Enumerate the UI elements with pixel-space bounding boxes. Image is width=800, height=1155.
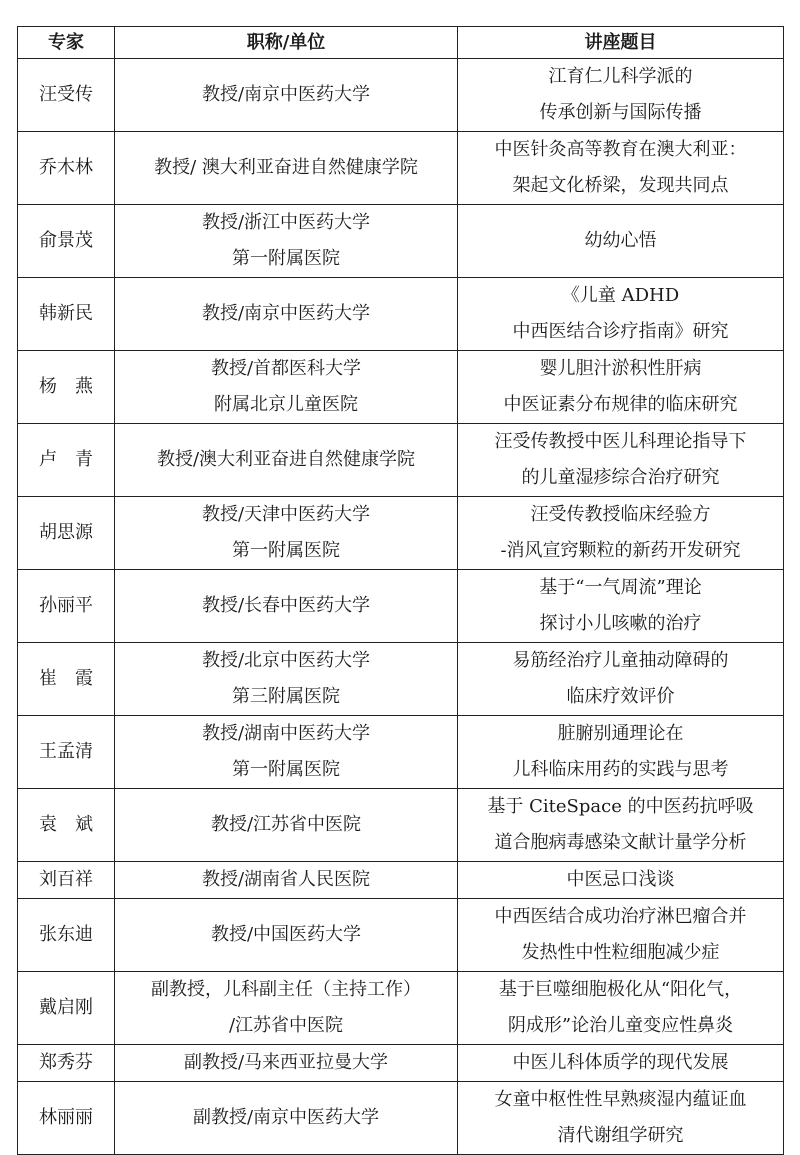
- lecture-topic-line: 中医证素分布规律的临床研究: [503, 394, 738, 415]
- title-unit-line: 教授/湖南省人民医院: [201, 869, 371, 890]
- title-unit-line: 副教授/马来西亚拉曼大学: [183, 1052, 389, 1073]
- lecture-topic-line: 发热性中性粒细胞减少症: [521, 942, 720, 963]
- table-row: [18, 716, 784, 789]
- expert-name: 乔木林: [18, 132, 115, 205]
- title-unit-line: 教授/北京中医药大学: [201, 650, 371, 671]
- lecture-topic-line: 中医忌口浅谈: [566, 869, 675, 890]
- table-row: [18, 1045, 784, 1082]
- expert-name: 林丽丽: [18, 1082, 115, 1155]
- table-row: [18, 205, 784, 278]
- lecture-topic-line: 阴成形”论治儿童变应性鼻炎: [507, 1015, 734, 1036]
- title-unit-line: 副教授，儿科副主任（主持工作）: [151, 979, 421, 1000]
- lecture-topic-line: 汪受传教授临床经验方: [530, 504, 711, 525]
- header-topic: 讲座题目: [458, 27, 784, 59]
- lecture-topic-line: 的儿童湿疹综合治疗研究: [521, 467, 720, 488]
- lecture-topic-cell: [458, 899, 784, 972]
- lecture-topic-line: 传承创新与国际传播: [539, 102, 702, 123]
- lecture-topic-line: 基于巨噬细胞极化从“阳化气，: [498, 979, 743, 1000]
- title-unit-line: 教授/江苏省中医院: [210, 814, 362, 835]
- lecture-topic-line: 架起文化桥梁，发现共同点: [512, 175, 729, 196]
- lecture-topic-line: 汪受传教授中医儿科理论指导下: [494, 431, 747, 452]
- lecture-topic-line: 道合胞病毒感染文献计量学分析: [494, 832, 747, 853]
- lecture-topic-line: 临床疗效评价: [566, 686, 675, 707]
- expert-name: 袁 斌: [18, 789, 115, 862]
- title-unit-line: 教授/湖南中医药大学: [201, 723, 371, 744]
- lecture-topic-cell: [458, 132, 784, 205]
- title-unit-line: 教授/天津中医药大学: [201, 504, 371, 525]
- title-unit-line: 教授/南京中医药大学: [201, 303, 371, 324]
- title-unit-cell: [115, 972, 458, 1045]
- table-body: [18, 59, 784, 1155]
- title-unit-line: 第一附属医院: [232, 759, 340, 780]
- lecture-topic-line: 中西医结合诊疗指南》研究: [512, 321, 729, 342]
- lecture-topic-cell: [458, 643, 784, 716]
- table-row: [18, 424, 784, 497]
- lecture-topic-line: 《儿童 ADHD: [561, 285, 680, 306]
- lecture-topic-cell: [458, 424, 784, 497]
- lecture-topic-line: 探讨小儿咳嗽的治疗: [539, 613, 702, 634]
- expert-name: 俞景茂: [18, 205, 115, 278]
- title-unit-line: 第三附属医院: [232, 686, 340, 707]
- lecture-topic-line: 婴儿胆汁淤积性肝病: [539, 358, 702, 379]
- title-unit-line: 第一附属医院: [232, 540, 340, 561]
- expert-name: 王孟清: [18, 716, 115, 789]
- lecture-topic-line: 易筋经治疗儿童抽动障碍的: [512, 650, 729, 671]
- lecture-topic-line: 中西医结合成功治疗淋巴瘤合并: [494, 906, 747, 927]
- title-unit-line: 教授/长春中医药大学: [201, 595, 371, 616]
- title-unit-cell: [115, 278, 458, 351]
- table-row: [18, 59, 784, 132]
- title-unit-cell: [115, 424, 458, 497]
- title-unit-line: 副教授/南京中医药大学: [192, 1107, 380, 1128]
- lecture-topic-cell: [458, 278, 784, 351]
- lecture-topic-cell: [458, 59, 784, 132]
- lecture-topic-line: 女童中枢性性早熟痰湿内蕴证血: [494, 1089, 747, 1110]
- lecture-topic-cell: [458, 205, 784, 278]
- expert-name: 杨 燕: [18, 351, 115, 424]
- lecture-topic-cell: [458, 716, 784, 789]
- title-unit-cell: [115, 205, 458, 278]
- table-row: [18, 862, 784, 899]
- lecture-topic-line: 基于“一气周流”理论: [539, 577, 702, 598]
- title-unit-line: 教授/中国医药大学: [210, 924, 362, 945]
- lecture-topic-line: 中医儿科体质学的现代发展: [512, 1052, 729, 1073]
- lecture-topic-cell: [458, 972, 784, 1045]
- expert-name: 汪受传: [18, 59, 115, 132]
- table-row: [18, 899, 784, 972]
- lecture-topic-line: 儿科临床用药的实践与思考: [512, 759, 729, 780]
- table-row: [18, 643, 784, 716]
- title-unit-line: 教授/南京中医药大学: [201, 84, 371, 105]
- title-unit-cell: [115, 862, 458, 899]
- lecture-topic-line: 幼幼心悟: [584, 230, 657, 251]
- table-row: [18, 351, 784, 424]
- title-unit-line: 教授/ 澳大利亚奋进自然健康学院: [154, 157, 418, 178]
- expert-name: 戴启刚: [18, 972, 115, 1045]
- lecture-topic-line: 基于 CiteSpace 的中医药抗呼吸: [487, 796, 754, 817]
- title-unit-cell: [115, 1082, 458, 1155]
- header-unit: 职称/单位: [115, 27, 458, 59]
- lecture-topic-cell: [458, 1082, 784, 1155]
- lecture-topic-cell: [458, 862, 784, 899]
- title-unit-line: 第一附属医院: [232, 248, 340, 269]
- lecture-topic-line: 中医针灸高等教育在澳大利亚：: [494, 139, 747, 160]
- lecture-topic-cell: [458, 1045, 784, 1082]
- expert-name: 卢 青: [18, 424, 115, 497]
- title-unit-cell: [115, 351, 458, 424]
- title-unit-cell: [115, 789, 458, 862]
- lecture-topic-cell: [458, 570, 784, 643]
- title-unit-line: 教授/首都医科大学: [210, 358, 362, 379]
- lecture-topic-line: 江育仁儿科学派的: [548, 66, 693, 87]
- lecture-topic-cell: [458, 351, 784, 424]
- table-row: [18, 789, 784, 862]
- table-row: [18, 1082, 784, 1155]
- lecture-topic-line: 脏腑别通理论在: [557, 723, 684, 744]
- title-unit-cell: [115, 59, 458, 132]
- lecture-topic-cell: [458, 497, 784, 570]
- table-row: [18, 570, 784, 643]
- title-unit-cell: [115, 1045, 458, 1082]
- title-unit-line: 教授/浙江中医药大学: [201, 212, 371, 233]
- lecture-schedule-table: [17, 26, 784, 1155]
- expert-name: 孙丽平: [18, 570, 115, 643]
- lecture-topic-cell: [458, 789, 784, 862]
- title-unit-cell: [115, 899, 458, 972]
- title-unit-cell: [115, 716, 458, 789]
- title-unit-line: 教授/澳大利亚奋进自然健康学院: [156, 449, 416, 470]
- table-header-row: [18, 27, 784, 59]
- title-unit-cell: [115, 497, 458, 570]
- title-unit-cell: [115, 570, 458, 643]
- expert-name: 郑秀芬: [18, 1045, 115, 1082]
- title-unit-cell: [115, 643, 458, 716]
- title-unit-cell: [115, 132, 458, 205]
- expert-name: 韩新民: [18, 278, 115, 351]
- table-row: [18, 497, 784, 570]
- header-expert: 专家: [18, 27, 115, 59]
- title-unit-line: /江苏省中医院: [228, 1015, 344, 1036]
- expert-name: 崔 霞: [18, 643, 115, 716]
- table-row: [18, 278, 784, 351]
- table-row: [18, 132, 784, 205]
- expert-name: 刘百祥: [18, 862, 115, 899]
- title-unit-line: 附属北京儿童医院: [214, 394, 358, 415]
- lecture-topic-line: -消风宣窍颗粒的新药开发研究: [500, 540, 741, 561]
- expert-name: 胡思源: [18, 497, 115, 570]
- lecture-topic-line: 清代谢组学研究: [557, 1125, 684, 1146]
- expert-name: 张东迪: [18, 899, 115, 972]
- table-row: [18, 972, 784, 1045]
